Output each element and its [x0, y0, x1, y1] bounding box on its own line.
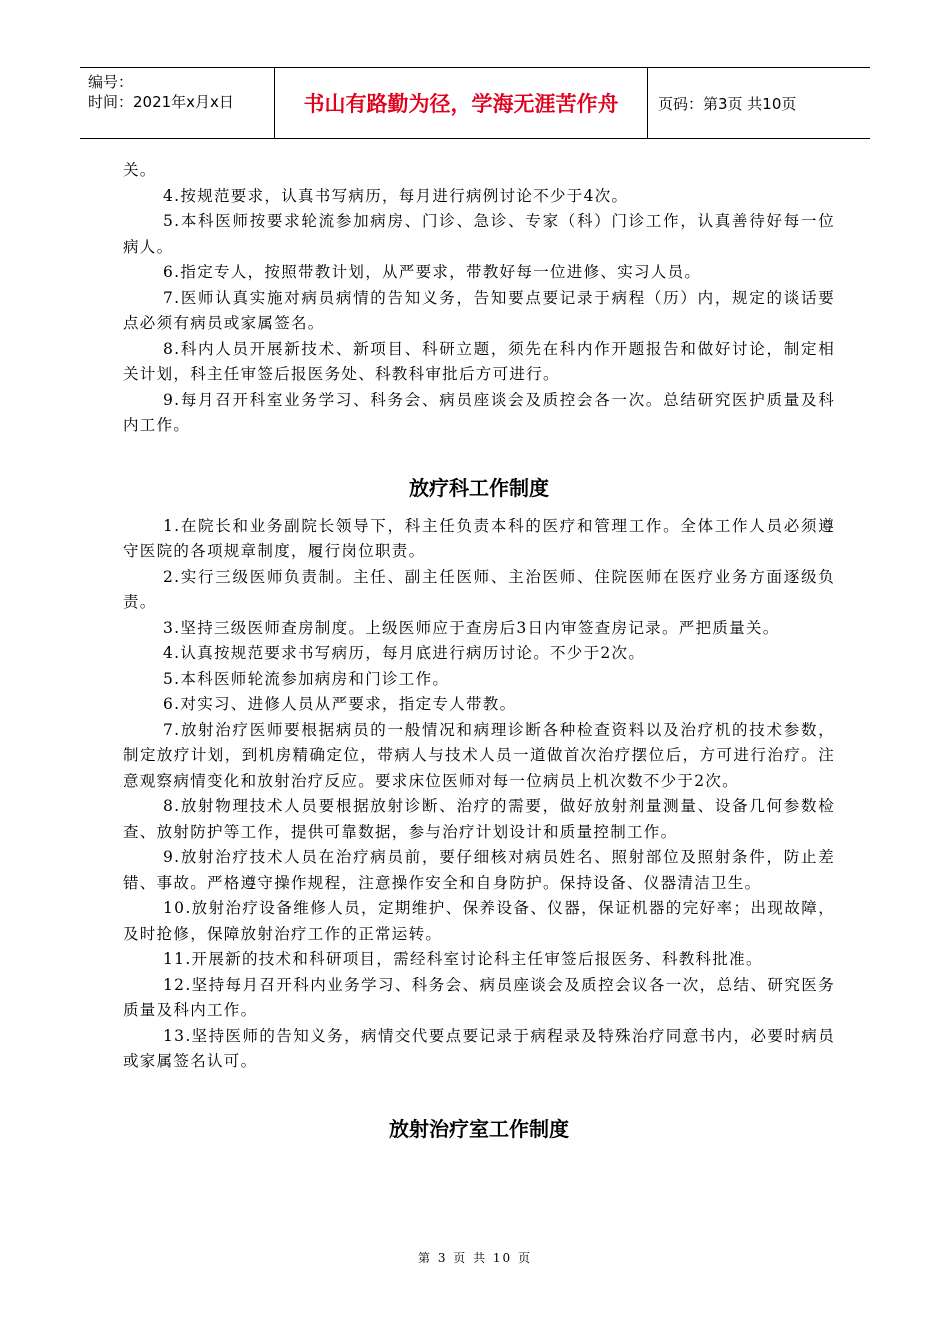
- paragraph: 9.放射治疗技术人员在治疗病员前，要仔细核对病员姓名、照射部位及照射条件，防止差错、事故。严格遵守操作规程，注意操作安全和自身防护。保持设备、仪器清洁卫生。: [123, 848, 835, 892]
- paragraph: 10.放射治疗设备维修人员，定期维护、保养设备、仪器，保证机器的完好率；出现故障，及时抢修，保障放射治疗工作的正常运转。: [123, 899, 835, 943]
- paragraph: 7.放射治疗医师要根据病员的一般情况和病理诊断各种检查资料以及治疗机的技术参数，制定放疗计划，到机房精确定位，带病人与技术人员一道做首次治疗摆位后，方可进行治疗。注意观察病情变化和放射治疗反应。要求床位医师对每一位病员上机次数不少于2次。: [123, 720, 835, 790]
- paragraph: 6.对实习、进修人员从严要求，指定专人带教。: [163, 695, 517, 713]
- paragraph: 3.坚持三级医师查房制度。上级医师应于查房后3日内审签查房记录。严把质量关。: [163, 618, 780, 637]
- paragraph: 5.本科医师按要求轮流参加病房、门诊、急诊、专家（科）门诊工作，认真善待好每一位病人。: [123, 212, 835, 256]
- header-page-info: 页码：第3页 共10页: [658, 94, 797, 113]
- paragraph: 9.每月召开科室业务学习、科务会、病员座谈会及质控会各一次。总结研究医护质量及科内工作。: [123, 390, 835, 434]
- header-motto: 书山有路勤为径，学海无涯苦作舟: [275, 68, 648, 138]
- paragraph: 关。: [123, 161, 157, 179]
- time-label: 时间：2021年x月x日: [88, 93, 234, 111]
- section-title: 放射治疗室工作制度: [389, 1116, 569, 1141]
- paragraph: 13.坚持医师的告知义务，病情交代要点要记录于病程录及特殊治疗同意书内，必要时病员或家属签名认可。: [123, 1026, 835, 1070]
- paragraph: 2.实行三级医师负责制。主任、副主任医师、主治医师、住院医师在医疗业务方面逐级负责。: [123, 567, 835, 611]
- number-label: 编号：: [88, 73, 134, 91]
- paragraph: 4.认真按规范要求书写病历，每月底进行病历讨论。不少于2次。: [163, 644, 646, 662]
- section-radiotherapy-rules: [123, 514, 835, 1075]
- paragraph: 12.坚持每月召开科内业务学习、科务会、病员座谈会及质控会议各一次，总结、研究医务质量及科内工作。: [123, 975, 835, 1019]
- paragraph: 1.在院长和业务副院长领导下，科主任负责本科的医疗和管理工作。全体工作人员必须遵守医院的各项规章制度，履行岗位职责。: [123, 516, 835, 560]
- page-footer: 第 3 页 共 10 页: [418, 1251, 532, 1265]
- paragraph: 11.开展新的技术和科研项目，需经科室讨论科主任审签后报医务、科教科批准。: [163, 950, 763, 968]
- document-body: [123, 158, 835, 1142]
- continued-section: [123, 158, 835, 439]
- paragraph: 7.医师认真实施对病员病情的告知义务，告知要点要记录于病程（历）内，规定的谈话要点必须有病员或家属签名。: [123, 288, 835, 332]
- document-header: [80, 67, 870, 139]
- header-meta: [80, 68, 275, 138]
- paragraph: 8.科内人员开展新技术、新项目、科研立题，须先在科内作开题报告和做好讨论，制定相关计划，科主任审签后报医务处、科教科审批后方可进行。: [123, 339, 835, 383]
- section-title: 放疗科工作制度: [409, 475, 549, 500]
- paragraph: 8.放射物理技术人员要根据放射诊断、治疗的需要，做好放射剂量测量、设备几何参数检查、放射防护等工作，提供可靠数据，参与治疗计划设计和质量控制工作。: [123, 797, 835, 841]
- paragraph: 4.按规范要求，认真书写病历，每月进行病例讨论不少于4次。: [163, 186, 629, 205]
- paragraph: 5.本科医师轮流参加病房和门诊工作。: [163, 669, 450, 688]
- paragraph: 6.指定专人，按照带教计划，从严要求，带教好每一位进修、实习人员。: [163, 263, 702, 281]
